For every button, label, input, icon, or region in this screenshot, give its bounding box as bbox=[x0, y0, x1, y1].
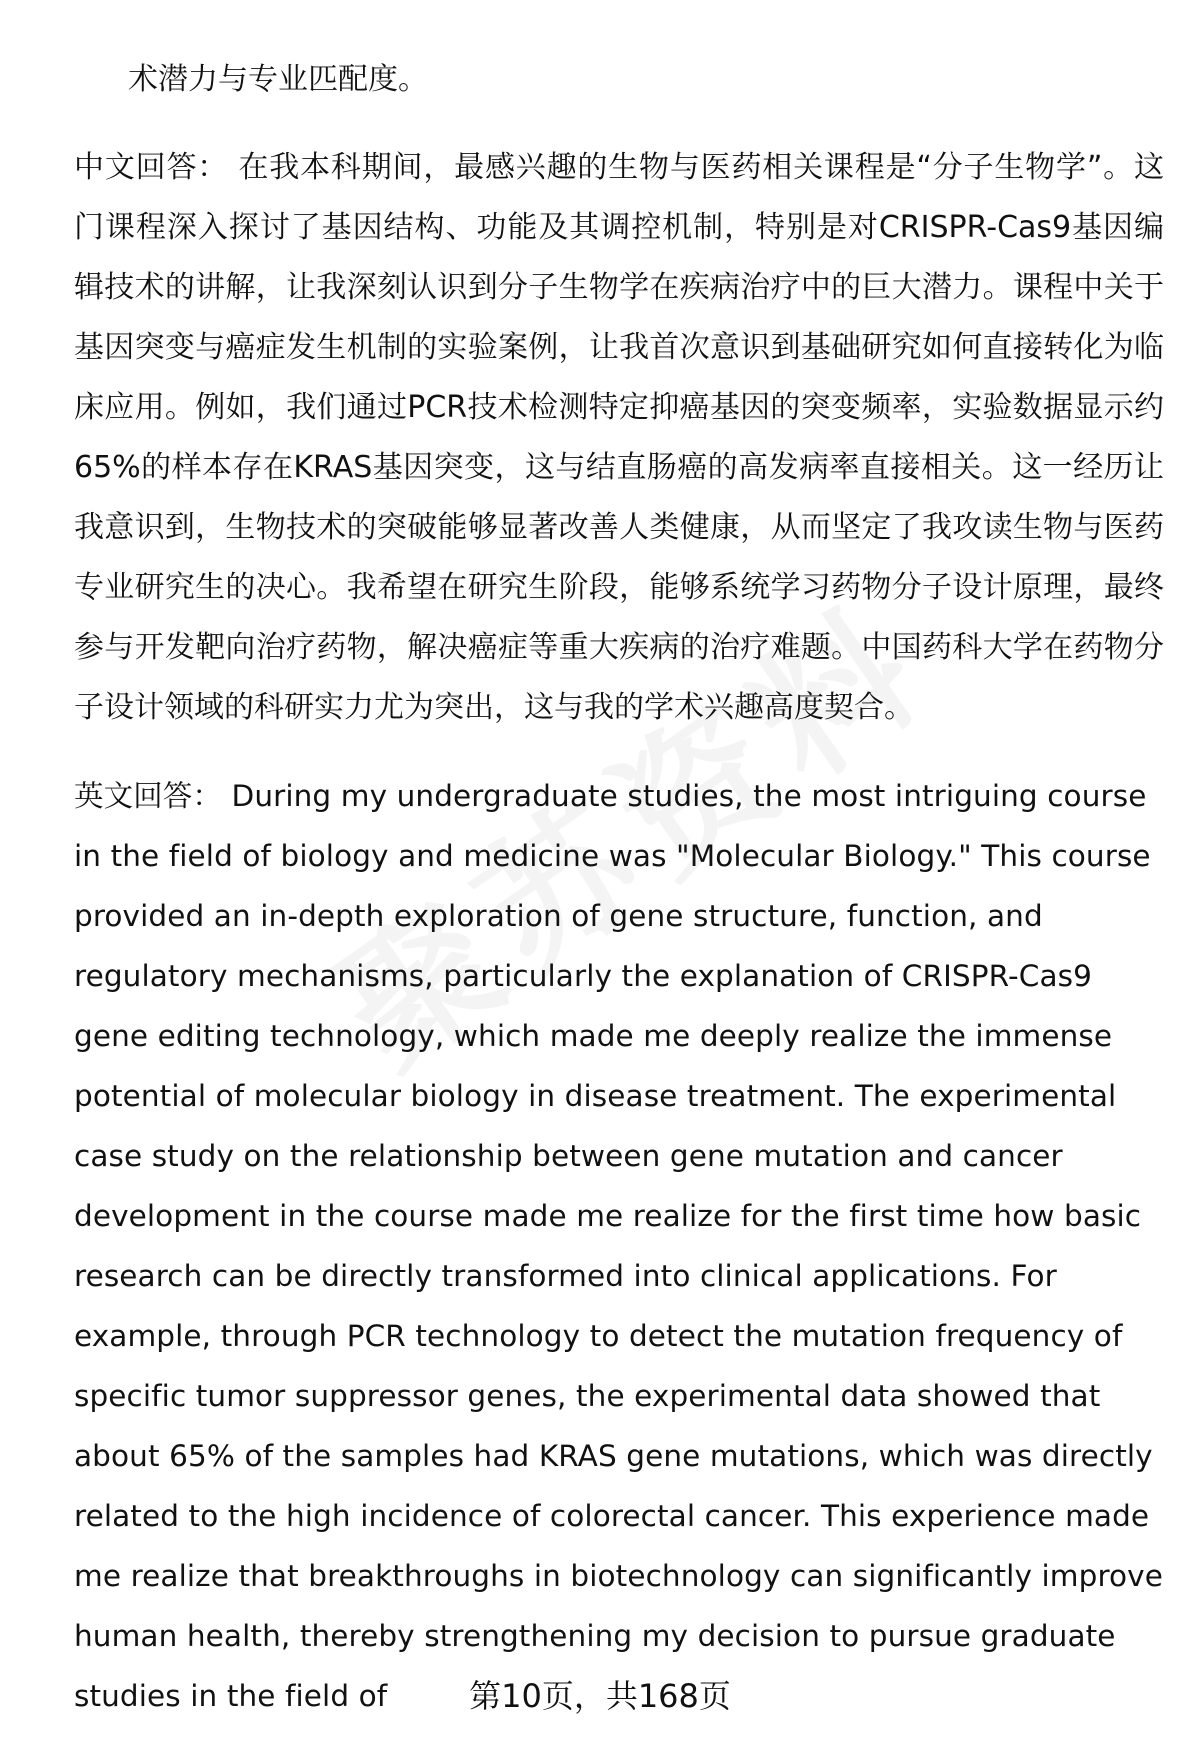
page-indicator: 第10页，共168页 bbox=[469, 1677, 731, 1715]
english-answer-text: During my undergraduate studies, the most intriguing course in the field of biology and medicine was "Molecular Biology." This course provided an in-depth exploration of gene structure, function, and regulatory mechanisms, particularly the explanation of CRISPR-Cas9 gene editing technology, which made me deeply realize the immense potential of molecular biology in disease treatment. The experimental case study on the relationship between gene mutation and cancer development in the course made me realize for the first time how basic research can be directly transformed into clinical applications. For example, through PCR technology to detect the mutation frequency of specific tumor suppressor genes, the experimental data showed that about 65% of the samples had KRAS gene mutations, which was directly related to the high incidence of colorectal cancer. This experience made me realize that breakthroughs in biotechnology can significantly improve human health, thereby strengthening my decision to pursue graduate studies in the field of bbox=[74, 779, 1163, 1713]
chinese-answer-text: 在我本科期间，最感兴趣的生物与医药相关课程是“分子生物学”。这门课程深入探讨了基因结构、功能及其调控机制，特别是对CRISPR-Cas9基因编辑技术的讲解，让我深刻认识到分子生物学在疾病治疗中的巨大潜力。课程中关于基因突变与癌症发生机制的实验案例，让我首次意识到基础研究如何直接转化为临床应用。例如，我们通过PCR技术检测特定抑癌基因的突变频率，实验数据显示约65%的样本存在KRAS基因突变，这与结直肠癌的高发病率直接相关。这一经历让我意识到，生物技术的突破能够显著改善人类健康，从而坚定了我攻读生物与医药专业研究生的决心。我希望在研究生阶段，能够系统学习药物分子设计原理，最终参与开发靶向治疗药物，解决癌症等重大疾病的治疗难题。中国药科大学在药物分子设计领域的科研实力尤为突出，这与我的学术兴趣高度契合。 bbox=[74, 150, 1164, 725]
page-footer bbox=[0, 1668, 1200, 1724]
english-answer-paragraph bbox=[74, 766, 1164, 1726]
chinese-answer-label: 中文回答： bbox=[74, 150, 229, 185]
document-content bbox=[74, 50, 1164, 1726]
english-answer-label: 英文回答： bbox=[74, 779, 223, 813]
paragraph-continuation: 术潜力与专业匹配度。 bbox=[128, 62, 428, 97]
chinese-answer-paragraph bbox=[74, 138, 1164, 738]
